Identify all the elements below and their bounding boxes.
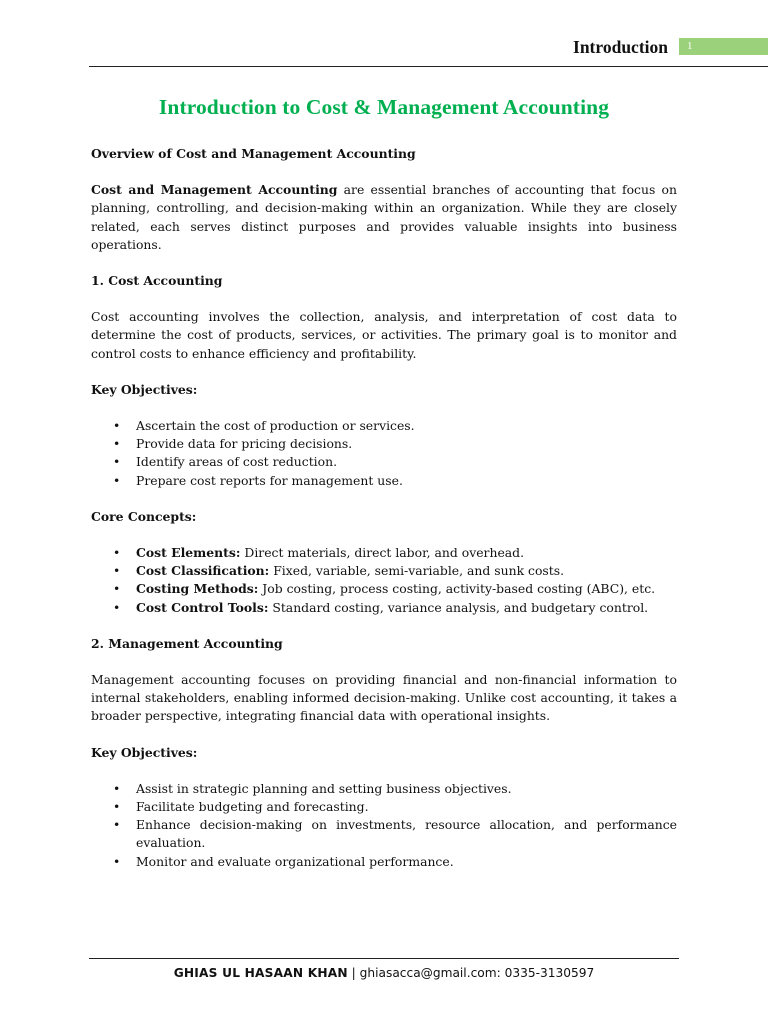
core-concepts-list [91, 544, 677, 617]
list-item [91, 544, 677, 562]
concept-desc: Standard costing, variance analysis, and budgetary control. [268, 599, 649, 615]
concept-term: Cost Control Tools: [136, 599, 269, 615]
list-item: • Identify areas of cost reduction. [91, 453, 677, 471]
management-accounting-paragraph: Management accounting focuses on providing financial and non-financial information to internal stakeholders, enabling informed decision-making. Unlike cost accounting, it takes a broader perspective, integrating financial data with operational insights. [91, 672, 677, 724]
list-item [91, 562, 677, 580]
concept-desc: Fixed, variable, semi-variable, and sunk costs. [269, 563, 565, 579]
document-body [91, 90, 677, 889]
concept-desc: Direct materials, direct labor, and overhead. [240, 545, 525, 561]
cost-accounting-paragraph: Cost accounting involves the collection, analysis, and interpretation of cost data to determine the cost of products, services, or activities. The primary goal is to monitor and control costs to enhance efficiency and profitability. [91, 309, 677, 361]
intro-bold-lead: Cost and Management Accounting [91, 182, 338, 198]
page-footer [89, 958, 679, 980]
concept-term: Cost Classification: [136, 563, 270, 579]
header-title: Introduction [573, 37, 668, 57]
page-header [89, 32, 768, 67]
list-item: • Provide data for pricing decisions. [91, 435, 677, 453]
cost-key-objectives-list [91, 417, 677, 490]
core-concepts-heading: Core Concepts: [91, 508, 197, 524]
concept-term: Cost Elements: [136, 545, 241, 561]
page-number: 1 [679, 38, 768, 55]
section-heading-cost-accounting: 1. Cost Accounting [91, 273, 223, 289]
footer-contact: ghiasacca@gmail.com: 0335-3130597 [359, 966, 595, 980]
list-item [91, 599, 677, 617]
document-title: Introduction to Cost & Management Accounting [158, 95, 610, 119]
list-item: • Ascertain the cost of production or services. [91, 417, 677, 435]
overview-heading: Overview of Cost and Management Accounting [91, 146, 416, 161]
section-heading-management-accounting: 2. Management Accounting [91, 635, 283, 651]
concept-term: Costing Methods: [136, 581, 259, 597]
key-objectives-heading-1: Key Objectives: [91, 381, 198, 397]
list-item: • Prepare cost reports for management use. [91, 472, 677, 490]
footer-separator: | [347, 966, 360, 980]
list-item: • Enhance decision-making on investments, resource allocation, and performance evaluation. [91, 816, 677, 852]
list-item: • Facilitate budgeting and forecasting. [91, 798, 677, 816]
list-item: • Assist in strategic planning and setting business objectives. [91, 780, 677, 798]
key-objectives-heading-2: Key Objectives: [91, 744, 198, 760]
management-key-objectives-list [91, 780, 677, 871]
intro-text: are essential branches of accounting that focus on planning, controlling, and decision-making within an organization. While they are closely related, each serves distinct purposes and provides valuable insights into business operations. [91, 182, 677, 252]
footer-author: GHIAS UL HASAAN KHAN [173, 966, 348, 980]
concept-desc: Job costing, process costing, activity-based costing (ABC), etc. [258, 581, 656, 597]
list-item: • Monitor and evaluate organizational performance. [91, 853, 677, 871]
intro-paragraph [91, 181, 677, 254]
list-item [91, 580, 677, 598]
